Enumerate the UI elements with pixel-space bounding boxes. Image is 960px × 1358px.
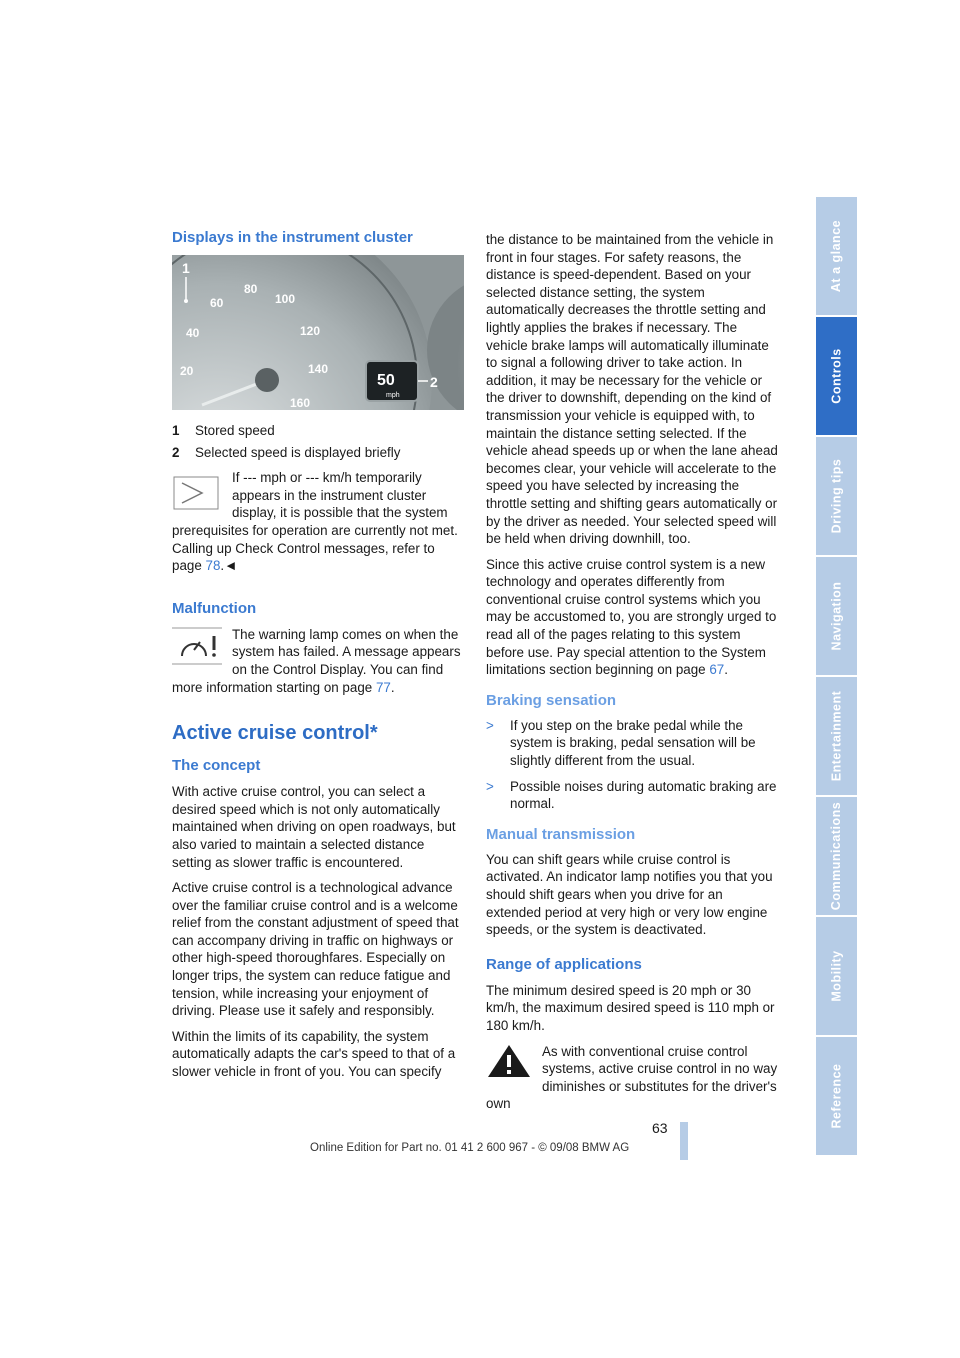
range-heading: Range of applications	[486, 955, 642, 973]
tab-navigation[interactable]	[816, 557, 857, 675]
note-text: If --- mph or --- km/h temporarily appears in the instrument cluster display, it is possible that the system prerequisites for operation are currently not met.	[172, 470, 458, 538]
dial-140: 140	[308, 362, 329, 376]
bullet-text: Possible noises during automatic braking are normal.	[510, 778, 777, 812]
bullet-mark: >	[486, 717, 494, 733]
right-paragraph-1: the distance to be maintained from the vehicle in front in four stages. For safety reasons, the distance is speed-dependent. Based on your selected distance setting, the system automatically decreases the throttle setting and lightly applies the brakes if necessary. The vehicle brake lamps will automatically illuminate to signal a following driver to take action. In addition, it may be necessary for the vehicle or the driver to downshift, depending on the kind of transmission your vehicle is equipped with, to maintain the distance setting selected. If the vehicle ahead speeds up or when the lane ahead becomes clear, your vehicle will accelerate to the speed you have selected by increasing the throttle setting and shifting gears automatically or by the driver as needed. Your selected speed will be held when driving downhill, too.	[486, 232, 778, 547]
braking-heading: Braking sensation	[486, 691, 617, 709]
note-text-2: Calling up Check Control messages, refer to page	[172, 540, 435, 574]
list-item	[486, 778, 781, 813]
left-column	[172, 228, 464, 1089]
list-item	[486, 717, 781, 770]
dial-100: 100	[275, 292, 296, 306]
list-item	[172, 444, 464, 462]
warning-triangle-icon	[486, 1043, 532, 1079]
right-column	[486, 231, 781, 1113]
dial-60: 60	[210, 296, 224, 310]
tab-label: Reference	[829, 1063, 844, 1129]
right-paragraph-2-end: .	[724, 662, 728, 678]
page-link-67[interactable]: 67	[709, 662, 725, 678]
malfunction-text: The warning lamp comes on when the system has failed. A message appears on the Control Display. You can find more information starting on page	[172, 626, 461, 695]
callout-1: 1	[182, 260, 190, 276]
tab-label: Navigation	[829, 581, 844, 651]
callout-2: 2	[430, 374, 438, 390]
note-block	[172, 469, 464, 575]
main-heading: Active cruise control*	[172, 722, 378, 745]
tab-reference[interactable]	[816, 1037, 857, 1155]
item-text: Selected speed is displayed briefly	[195, 444, 401, 460]
malfunction-end: .	[390, 679, 395, 695]
concept-paragraph-2: Active cruise control is a technological advance over the familiar cruise control and is a welcome relief from the constant adjustment of speed that can accompany driving in traffic on highways or other high-speed thoroughfares. Especially on longer trips, the system can reduce fatigue and tension, while increasing your enjoyment of driving. Please use it safely and responsibly.	[172, 880, 459, 1019]
tab-label: At a glance	[829, 219, 844, 293]
footer-text: Online Edition for Part no. 01 41 2 600 967 - © 09/08 BMW AG	[310, 1142, 630, 1154]
page-link-78[interactable]: 78	[205, 558, 221, 574]
instrument-cluster-image	[172, 255, 464, 410]
tab-label: Entertainment	[829, 690, 844, 782]
page-number: 63	[652, 1120, 668, 1136]
concept-paragraph-1: With active cruise control, you can select a desired speed which is not only automatically maintained when driving on open roadways, but also varied to maintain a selected distance setting as slower traffic is encountered.	[172, 784, 456, 870]
tab-driving-tips[interactable]	[816, 437, 857, 555]
item-number: 2	[172, 444, 180, 460]
dial-120: 120	[300, 324, 321, 338]
warning-block	[486, 1043, 781, 1113]
tab-label: Driving tips	[829, 458, 844, 534]
cruise-warning-lamp-icon	[172, 626, 222, 666]
tab-label: Mobility	[829, 950, 844, 1002]
tab-entertainment[interactable]	[816, 677, 857, 795]
manual-transmission-heading: Manual transmission	[486, 825, 636, 843]
right-paragraph-2: Since this active cruise control system is a new technology and operates differently from conventional cruise control systems which you may be accustomed to, you are strongly urged to read all of the pages relating to this system before use. Pay special attention to the System limitations section beginning on page	[486, 556, 777, 678]
dial-20: 20	[180, 364, 194, 378]
tab-at-a-glance[interactable]	[816, 197, 857, 315]
note-end: .◄	[220, 558, 238, 574]
tab-label: Controls	[829, 348, 844, 404]
concept-paragraph-3: Within the limits of its capability, the system automatically adapts the car's speed to that of a slower vehicle in front of you. You can specify	[172, 1028, 456, 1080]
tab-mobility[interactable]	[816, 917, 857, 1035]
malfunction-heading: Malfunction	[172, 599, 257, 617]
note-arrow-icon	[172, 473, 222, 513]
dial-160: 160	[290, 396, 311, 410]
tab-controls[interactable]	[816, 317, 857, 435]
speed-unit: mph	[386, 392, 400, 399]
dial-40: 40	[186, 326, 200, 340]
list-item	[172, 422, 464, 440]
item-number: 1	[172, 423, 180, 438]
speed-value: 50	[377, 372, 395, 389]
concept-heading: The concept	[172, 757, 261, 775]
range-paragraph: The minimum desired speed is 20 mph or 30 km/h, the maximum desired speed is 110 mph or 180 km/h.	[486, 982, 775, 1033]
bullet-text: If you step on the brake pedal while the system is braking, pedal sensation will be slightly different from the usual.	[510, 717, 756, 769]
bullet-mark: >	[486, 778, 494, 794]
cluster-heading: Displays in the instrument cluster	[172, 229, 413, 246]
item-text: Stored speed	[195, 423, 275, 438]
warning-text: As with conventional cruise control systems, active cruise control in no way diminishes or substitutes for the driver's own	[486, 1043, 778, 1112]
malfunction-block	[172, 626, 464, 696]
dial-80: 80	[244, 282, 258, 296]
section-tabs	[816, 197, 857, 1157]
tab-label: Communications	[829, 801, 844, 911]
manual-paragraph: You can shift gears while cruise control is activated. An indicator lamp notifies you that you should shift gears when you drive for an extended period at very high or very low engine speeds, or the system is deactivated.	[486, 851, 773, 938]
page-link-77[interactable]: 77	[375, 679, 391, 695]
tab-communications[interactable]	[816, 797, 857, 915]
page-marker-bar	[680, 1122, 688, 1160]
